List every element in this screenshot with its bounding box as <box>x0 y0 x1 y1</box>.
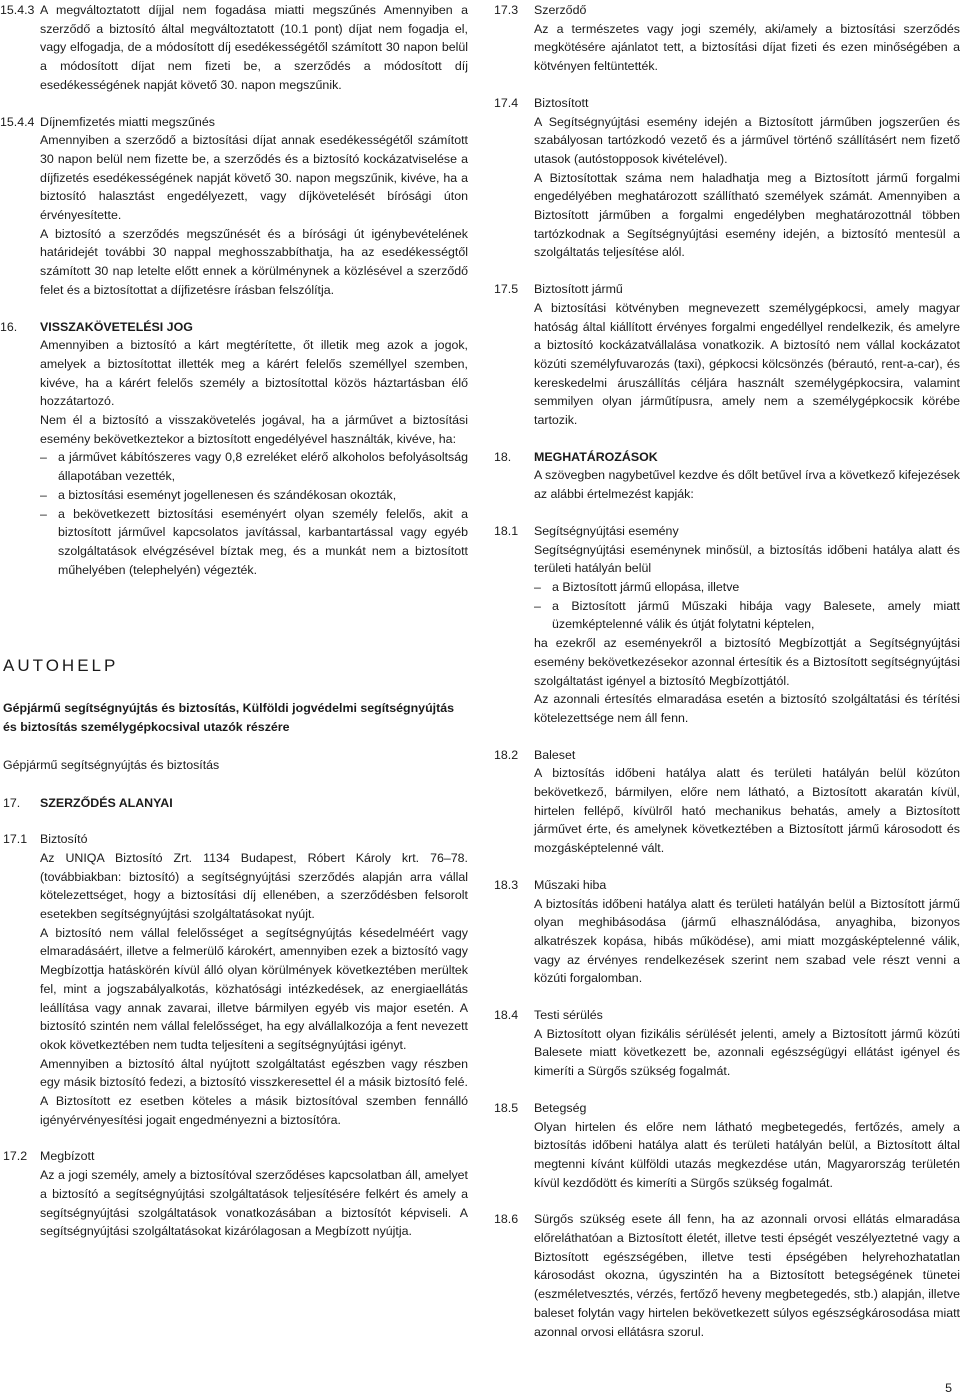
section-paragraph: A Biztosítottak száma nem haladhatja meg a Biztosított jármű forgalmi engedélyében meghatározott szállítható személyek számát. Amennyiben a Biztosított járműben a forgalmi engedélyben meghatározottnál többen tartózkodnak a Segítségnyújtási esemény idején, a biztosító mentesül a szolgáltatás teljesítése alól. <box>534 170 960 260</box>
section-title: Műszaki hiba <box>534 877 607 892</box>
section-18-3 <box>494 876 960 988</box>
section-number: 16. <box>0 319 18 334</box>
section-number: 18.2 <box>494 747 519 762</box>
dash-item: – a bekövetkezett biztosítási eseményért olyan személy felelős, akit a biztosított járművel kapcsolatos javítással, karbantartással vagy egyéb szolgáltatások elvégzésével bíztak meg, és a munkát nem a biztosított műhelyében (telephelyén) végezték. <box>40 506 468 577</box>
section-number: 18.3 <box>494 877 519 892</box>
section-title: VISSZAKÖVETELÉSI JOG <box>40 319 193 334</box>
section-number: 17. <box>3 795 21 810</box>
section-paragraph: ha ezekről az eseményekről a biztosító Megbízottját a Segítségnyújtási esemény bekövetkezésekor azonnal értesítik és a Biztosított segítségnyújtási szolgáltatást igényel a biztosító Megbízottjától. <box>534 636 960 688</box>
page-number: 5 <box>945 1381 952 1395</box>
section-17-2 <box>0 1147 468 1241</box>
section-paragraph: Olyan hirtelen és előre nem látható megbetegedés, fertőzés, amely a biztosítás időbeni hatálya alatt és területi hatályán belül, a Biztosított által megtenni kívánt külföldi utazás megkezdése után, Magyarország területén kívül kezdődött és kimeríti a Sürgős szükség fogalmát. <box>534 1119 960 1190</box>
section-18-4 <box>494 1006 960 1081</box>
dash-item: – a járművet kábítószeres vagy 0,8 ezreléket elérő alkoholos befolyásoltság állapotában vezették, <box>40 450 468 484</box>
section-15-4-4 <box>0 113 468 300</box>
section-paragraph: Az UNIQA Biztosító Zrt. 1134 Budapest, Róbert Károly krt. 76–78. (továbbiakban: biztosító) a segítségnyújtási szerződés alapján arra vállal kötelezettséget, hogy a biztosítási díj ellenében, a szerződésben felsorolt esetekben segítségnyújtási szolgáltatásokat nyújt. <box>40 850 468 922</box>
section-paragraph: Amennyiben a szerződő a biztosítási díjat annak esedékességétől számított 30 napon belül nem fizette be, a szerződés és a biztosító kockázatviselése a díjfizetés esedékességének napját követő 30. napon megszűnik, kivéve, ha a biztosító halasztást engedélyezett, vagy díjkövetelését bírósági úton érvényesítette. <box>40 133 468 223</box>
section-title: Baleset <box>534 747 576 762</box>
section-paragraph: Az azonnali értesítés elmaradása esetén a biztosító szolgáltatási és térítési kötelezettsége nem áll fenn. <box>534 692 960 725</box>
section-17-1 <box>0 830 468 1129</box>
section-15-4-3 <box>0 1 468 95</box>
brand-heading: AUTOHELP <box>3 656 119 676</box>
section-number: 17.2 <box>3 1149 28 1164</box>
section-17 <box>0 794 468 813</box>
dash-item: – a Biztosított jármű Műszaki hibája vagy Balesete, amely miatt üzemképtelenné válik és útját folytatni képtelen, <box>534 598 960 632</box>
section-16 <box>0 318 468 580</box>
section-title: Betegség <box>534 1100 587 1115</box>
section-paragraph: Sürgős szükség esete áll fenn, ha az azonnali orvosi ellátás elmaradása előreláthatóan a Biztosított életét, illetve testi épségét veszélyeztetné vagy a Biztosított egészségében, illetve testi épségében helyrehozhatatlan károsodást okozna, úgyszintén ha a Biztosított betegségének tünetei (eszméletvesztés, vérzés, fertőző heveny megbetegedés, stb.) alapján, illetve baleset folytán vagy hirtelen bekövetkezett súlyos egészségkárosodása miatt azonnal orvosi ellátásra szorul. <box>534 1212 960 1339</box>
plain-title: Gépjármű segítségnyújtás és biztosítás <box>3 757 220 772</box>
section-paragraph: A biztosítás időbeni hatálya alatt és területi hatályán belül a Biztosított jármű olyan meghibásodása (jármű elhasználódása, anyaghiba, bizonyos alkatrészek kopása, hibás működése), ami miatt mozgásképtelenné válik, vagy az érvényes rendelkezések szerint nem szabad vele részt venni a közúti forgalomban. <box>534 896 960 986</box>
section-title: Díjnemfizetés miatti megszűnés <box>40 114 215 129</box>
section-paragraph: A biztosító nem vállal felelősséget a segítségnyújtás késedelméért vagy elmaradásáért, illetve a felmerülő károkért, amennyiben ezek a biztosító vagy Megbízottja hatáskörén kívül álló olyan körülmények következtében merültek fel, mint a jogszabályalkotás, közhatósági intézkedések, az energiaellátás leállítása vagy annak zavarai, illetve bármilyen egyéb vis major esetén. A biztosító szintén nem vállal felelősséget, ha egy alvállalkozója a fent nevezett okok következtében nem tudta teljesíteni a segítségnyújtási igényt. <box>40 925 468 1052</box>
section-17-4 <box>494 94 960 262</box>
section-number: 18. <box>494 449 512 464</box>
section-paragraph: Amennyiben a biztosító által nyújtott szolgáltatást egészben vagy részben egy másik biztosító fedezi, a biztosító visszkeresettel él a másik biztosító felé. A Biztosított ez esetben köteles a másik biztosítóval szemben fennálló igényérvényesítési jogait engedményezni a biztosítóra. <box>40 1056 468 1127</box>
section-paragraph: Az a jogi személy, amely a biztosítóval szerződéses kapcsolatban áll, amelyet a biztosító a segítségnyújtási szolgáltatások teljesítésére felkért és amely a segítségnyújtási szolgáltatások vonatkozásában a biztosítót képviseli. A segítségnyújtási szolgáltatásokat kizárólagosan a Megbízott nyújtja. <box>40 1168 468 1239</box>
section-title: Biztosított <box>534 95 589 110</box>
section-number: 18.4 <box>494 1008 519 1023</box>
section-18-5 <box>494 1099 960 1193</box>
section-number: 15.4.4 <box>0 114 35 129</box>
section-paragraph: A szövegben nagybetűvel kezdve és dőlt betűvel írva a következő kifejezések az alábbi értelmezést kapják: <box>534 468 960 502</box>
section-title: MEGHATÁROZÁSOK <box>534 449 658 464</box>
section-18 <box>494 448 960 504</box>
section-18-2 <box>494 746 960 858</box>
section-paragraph: A biztosítási kötvényben megnevezett személygépkocsi, amely magyar hatóság által kiállított érvényes forgalmi engedéllyel rendelkezik, és amelyre a biztosító kockázatvállalása vonatkozik. A biztosító nem vállal kockázatot közúti személyfuvarozás (taxi), gépkocsi kölcsönzés (bérautó, rent-a-car), és kereskedelmi áruszállítás céljára használt személygépkocsira, valamint semmilyen olyan járműtípusra, amely nem a személygépkocsik körébe tartozik. <box>534 300 960 428</box>
section-title: Segítségnyújtási esemény <box>534 523 679 538</box>
section-17-3 <box>494 1 960 76</box>
section-title: Testi sérülés <box>534 1008 603 1023</box>
section-paragraph: Segítségnyújtási eseménynek minősül, a biztosítás időbeni hatálya alatt és területi hatályán belül <box>534 542 960 576</box>
section-title: SZERZŐDÉS ALANYAI <box>40 795 173 810</box>
section-paragraph: A Segítségnyújtási esemény idején a Biztosított járműben jogszerűen és szabályosan tartózkodó vezető és a járművel történő szállításért nem fizető utasok (autóstopposok kivételével). <box>534 114 960 166</box>
dash-item: – a Biztosított jármű ellopása, illetve <box>534 579 740 594</box>
section-paragraph: A Biztosított olyan fizikális sérülését jelenti, amely a Biztosított jármű közúti Balesete miatt következett be, azonnali egészségügyi ellátást igényel és kimeríti a Sürgős szükség fogalmát. <box>534 1026 960 1079</box>
left-column <box>0 0 468 1241</box>
dash-item: – a biztosítási eseményt jogellenesen és szándékosan okozták, <box>40 487 397 502</box>
section-title: Biztosított jármű <box>534 282 623 297</box>
section-number: 17.4 <box>494 95 519 110</box>
section-18-1 <box>494 522 960 728</box>
document-subtitle: Gépjármű segítségnyújtás és biztosítás, Külföldi jogvédelmi segítségnyújtás és biztosítás személygépkocsival utazók részére <box>3 701 454 735</box>
section-title: Szerződő <box>534 3 587 17</box>
section-paragraph: Nem él a biztosító a visszakövetelés jogával, ha a járművet a biztosítási esemény bekövetkeztekor a biztosított engedélyével használták, kivéve, ha: <box>40 413 468 446</box>
section-number: 18.1 <box>494 523 519 538</box>
section-number: 17.1 <box>3 832 28 847</box>
section-paragraph: A megváltoztatott díjjal nem fogadása miatti megszűnés Amennyiben a szerződő a biztosító által megváltoztatott (10.1 pont) díjat nem fogadja el, vagy elfogadja, de a módosított díj esedékességétől számított 30 napon belül a módosított díjat nem fizeti be, a szerződés a módosított díj esedékességének napját követő 30. napon megszűnik. <box>40 3 468 92</box>
section-paragraph: Az a természetes vagy jogi személy, aki/amely a biztosítási szerződés megkötésére ajánlatot tett, a biztosítási díjat fizeti és ezen minőségében a kötvényen feltüntették. <box>534 21 960 74</box>
section-paragraph: A biztosító a szerződés megszűnését és a bírósági út igénybevételének határidejét további 30 nappal meghosszabbíthatja, ha az esedékességtől számított 30 nap letelte előtt ennek a körülménynek a közlésével a szerződő felet és a biztosítottat a díjfizetésre írásban felszólítja. <box>40 226 468 297</box>
section-number: 17.5 <box>494 282 519 297</box>
section-18-6 <box>494 1210 960 1341</box>
right-column <box>494 0 960 1341</box>
section-number: 18.5 <box>494 1100 519 1115</box>
section-number: 18.6 <box>494 1212 519 1227</box>
section-title: Megbízott <box>40 1149 95 1164</box>
section-paragraph: Amennyiben a biztosító a kárt megtérítette, őt illetik meg azok a jogok, amelyek a biztosítottat illették meg a kárért felelős személlyel szemben, kivéve, ha a kárért felelős személy a biztosítottal közös háztartásban élő hozzátartozó. <box>40 338 468 409</box>
section-number: 17.3 <box>494 3 519 17</box>
section-title: Biztosító <box>40 832 88 847</box>
section-paragraph: A biztosítás időbeni hatálya alatt és területi hatályán belül közúton bekövetkező, bármilyen, előre nem látható, a Biztosított akaratán kívül, hirtelen fellépő, kívülről ható mechanikus behatás, amely a Biztosított járművet érte, és amelynek következtében a Biztosított jármű károsodott és mozgásképtelenné vált. <box>534 766 960 856</box>
section-number: 15.4.3 <box>0 3 35 17</box>
section-17-5 <box>494 280 960 430</box>
